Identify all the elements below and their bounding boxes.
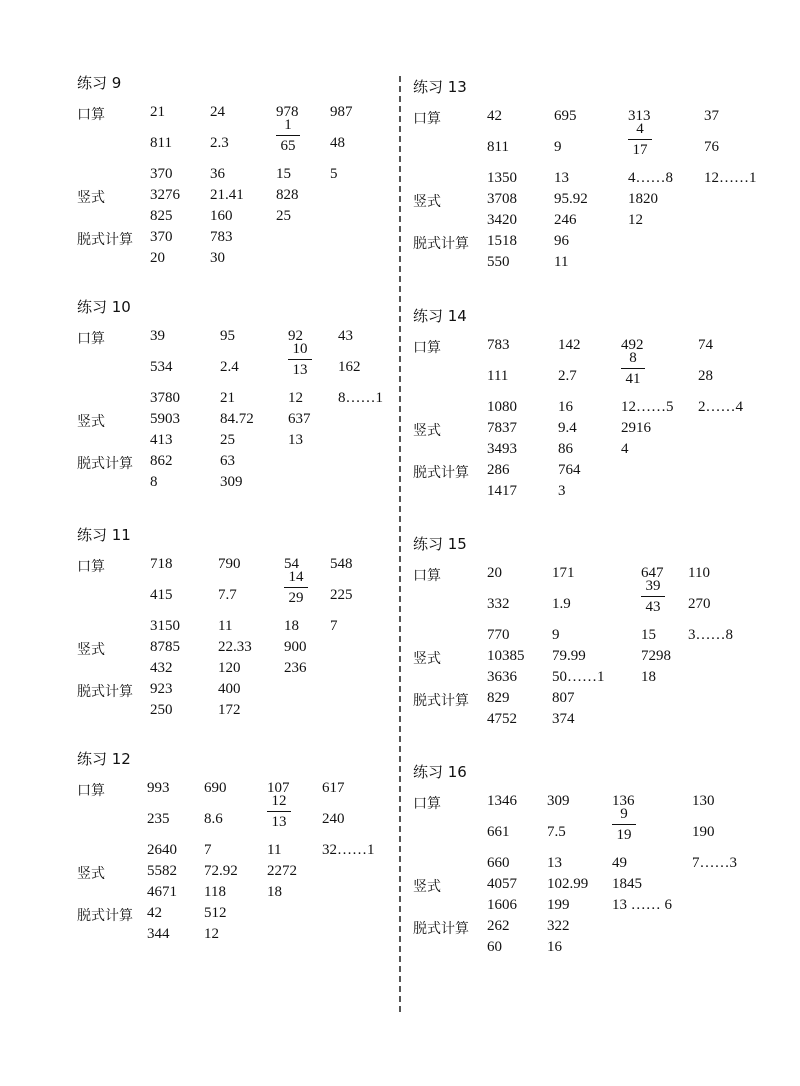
vertical-answer: 86 <box>558 441 573 457</box>
stepwise-answer: 172 <box>218 702 241 718</box>
oral-answer: 3……8 <box>688 627 733 643</box>
oral-answer: 492 <box>621 337 644 353</box>
vertical-answer: 4 <box>621 441 629 457</box>
oral-label: 口算 <box>77 783 105 799</box>
vertical-answer: 21.41 <box>210 187 244 203</box>
stepwise-answer: 309 <box>220 474 243 490</box>
oral-answer: 11 <box>267 842 282 858</box>
stepwise-answer: 16 <box>547 939 562 955</box>
oral-answer: 24 <box>210 104 225 120</box>
oral-answer: 18 <box>284 618 299 634</box>
oral-label: 口算 <box>77 107 105 123</box>
fraction-bar <box>612 824 636 825</box>
oral-answer: 130 <box>692 793 715 809</box>
oral-answer: 107 <box>267 780 290 796</box>
stepwise-answer: 550 <box>487 254 510 270</box>
vertical-answer: 246 <box>554 212 577 228</box>
section-title: 练习 9 <box>77 74 122 92</box>
fraction-bar <box>621 368 645 369</box>
oral-answer: 39 <box>150 328 165 344</box>
fraction-denominator: 19 <box>616 827 632 843</box>
oral-answer: 95 <box>220 328 235 344</box>
stepwise-answer: 1417 <box>487 483 517 499</box>
oral-answer: 661 <box>487 824 510 840</box>
oral-answer: 790 <box>218 556 241 572</box>
right-column <box>400 0 800 1086</box>
vertical-answer: 13 <box>288 432 303 448</box>
oral-answer: 74 <box>698 337 713 353</box>
oral-answer: 1080 <box>487 399 517 415</box>
oral-answer: 270 <box>688 596 711 612</box>
stepwise-answer: 3 <box>558 483 566 499</box>
oral-answer: 1346 <box>487 793 517 809</box>
vertical-label: 竖式 <box>413 194 441 210</box>
fraction-bar <box>288 359 312 360</box>
oral-answer: 309 <box>547 793 570 809</box>
section-title: 练习 10 <box>77 298 131 316</box>
fraction-numerator: 9 <box>620 806 628 822</box>
vertical-answer: 25 <box>276 208 291 224</box>
fraction-numerator: 12 <box>271 793 287 809</box>
oral-answer: 647 <box>641 565 664 581</box>
vertical-answer: 432 <box>150 660 173 676</box>
oral-answer: 110 <box>688 565 710 581</box>
vertical-answer: 8785 <box>150 639 180 655</box>
stepwise-answer: 370 <box>150 229 173 245</box>
fraction-bar <box>284 587 308 588</box>
stepwise-answer: 63 <box>220 453 235 469</box>
stepwise-answer: 262 <box>487 918 510 934</box>
stepwise-answer: 286 <box>487 462 510 478</box>
oral-answer: 370 <box>150 166 173 182</box>
fraction-denominator: 13 <box>292 362 308 378</box>
oral-answer: 783 <box>487 337 510 353</box>
oral-answer: 3150 <box>150 618 180 634</box>
stepwise-answer: 60 <box>487 939 502 955</box>
exercise-section <box>400 76 800 306</box>
oral-answer: 9 <box>554 139 562 155</box>
fraction-bar <box>267 811 291 812</box>
fraction-answer <box>641 577 681 616</box>
fraction-answer <box>284 568 324 607</box>
section-title: 练习 13 <box>413 78 467 96</box>
fraction-denominator: 13 <box>271 814 287 830</box>
oral-answer: 770 <box>487 627 510 643</box>
oral-answer: 7 <box>204 842 212 858</box>
oral-answer: 7 <box>330 618 338 634</box>
oral-answer: 695 <box>554 108 577 124</box>
oral-answer: 313 <box>628 108 651 124</box>
stepwise-answer: 96 <box>554 233 569 249</box>
oral-answer: 20 <box>487 565 502 581</box>
oral-label: 口算 <box>413 340 441 356</box>
vertical-answer: 2916 <box>621 420 651 436</box>
vertical-answer: 825 <box>150 208 173 224</box>
oral-answer: 111 <box>487 368 509 384</box>
stepwise-label: 脱式计算 <box>413 465 469 481</box>
oral-answer: 4……8 <box>628 170 673 186</box>
oral-answer: 811 <box>150 135 172 151</box>
vertical-answer: 9.4 <box>558 420 577 436</box>
vertical-answer: 4671 <box>147 884 177 900</box>
oral-label: 口算 <box>77 331 105 347</box>
stepwise-answer: 344 <box>147 926 170 942</box>
oral-answer: 13 <box>547 855 562 871</box>
vertical-answer: 50……1 <box>552 669 605 685</box>
stepwise-answer: 764 <box>558 462 581 478</box>
oral-answer: 190 <box>692 824 715 840</box>
vertical-answer: 1820 <box>628 191 658 207</box>
vertical-answer: 236 <box>284 660 307 676</box>
stepwise-label: 脱式计算 <box>77 456 133 472</box>
oral-answer: 534 <box>150 359 173 375</box>
vertical-answer: 3493 <box>487 441 517 457</box>
section-title: 练习 15 <box>413 535 467 553</box>
vertical-answer: 3708 <box>487 191 517 207</box>
vertical-answer: 5582 <box>147 863 177 879</box>
vertical-answer: 22.33 <box>218 639 252 655</box>
oral-answer: 36 <box>210 166 225 182</box>
oral-answer: 15 <box>641 627 656 643</box>
oral-answer: 987 <box>330 104 353 120</box>
oral-answer: 332 <box>487 596 510 612</box>
oral-answer: 993 <box>147 780 170 796</box>
oral-answer: 15 <box>276 166 291 182</box>
stepwise-answer: 4752 <box>487 711 517 727</box>
oral-answer: 660 <box>487 855 510 871</box>
oral-answer: 240 <box>322 811 345 827</box>
vertical-answer: 900 <box>284 639 307 655</box>
vertical-answer: 12 <box>628 212 643 228</box>
vertical-answer: 3276 <box>150 187 180 203</box>
stepwise-answer: 862 <box>150 453 173 469</box>
fraction-bar <box>276 135 300 136</box>
oral-answer: 7.7 <box>218 587 237 603</box>
vertical-answer: 18 <box>267 884 282 900</box>
fraction-numerator: 10 <box>292 341 308 357</box>
column-divider <box>399 76 401 1012</box>
oral-answer: 415 <box>150 587 173 603</box>
fraction-answer <box>621 349 661 388</box>
section-title: 练习 12 <box>77 750 131 768</box>
oral-answer: 7……3 <box>692 855 737 871</box>
stepwise-label: 脱式计算 <box>77 232 133 248</box>
vertical-answer: 3636 <box>487 669 517 685</box>
stepwise-answer: 400 <box>218 681 241 697</box>
vertical-answer: 7837 <box>487 420 517 436</box>
oral-answer: 171 <box>552 565 575 581</box>
vertical-answer: 72.92 <box>204 863 238 879</box>
stepwise-answer: 42 <box>147 905 162 921</box>
oral-answer: 136 <box>612 793 635 809</box>
vertical-label: 竖式 <box>413 423 441 439</box>
oral-answer: 1350 <box>487 170 517 186</box>
fraction-answer <box>267 792 307 831</box>
exercise-section <box>0 72 400 302</box>
stepwise-answer: 12 <box>204 926 219 942</box>
vertical-answer: 120 <box>218 660 241 676</box>
oral-answer: 12……5 <box>621 399 674 415</box>
exercise-section <box>400 533 800 763</box>
fraction-answer <box>612 805 652 844</box>
fraction-answer <box>276 116 316 155</box>
oral-answer: 617 <box>322 780 345 796</box>
oral-answer: 11 <box>218 618 233 634</box>
vertical-label: 竖式 <box>77 866 105 882</box>
oral-answer: 142 <box>558 337 581 353</box>
vertical-label: 竖式 <box>413 651 441 667</box>
oral-answer: 48 <box>330 135 345 151</box>
fraction-answer <box>628 120 668 159</box>
fraction-numerator: 39 <box>645 578 661 594</box>
oral-answer: 92 <box>288 328 303 344</box>
oral-answer: 7.5 <box>547 824 566 840</box>
stepwise-answer: 829 <box>487 690 510 706</box>
oral-answer: 718 <box>150 556 173 572</box>
vertical-answer: 84.72 <box>220 411 254 427</box>
oral-answer: 37 <box>704 108 719 124</box>
oral-answer: 811 <box>487 139 509 155</box>
vertical-answer: 1845 <box>612 876 642 892</box>
vertical-label: 竖式 <box>77 190 105 206</box>
oral-answer: 12 <box>288 390 303 406</box>
oral-answer: 162 <box>338 359 361 375</box>
oral-answer: 16 <box>558 399 573 415</box>
oral-label: 口算 <box>413 568 441 584</box>
stepwise-answer: 374 <box>552 711 575 727</box>
oral-answer: 2……4 <box>698 399 743 415</box>
exercise-section <box>0 748 400 978</box>
vertical-answer: 102.99 <box>547 876 589 892</box>
oral-answer: 42 <box>487 108 502 124</box>
vertical-answer: 10385 <box>487 648 525 664</box>
oral-answer: 978 <box>276 104 299 120</box>
fraction-bar <box>628 139 652 140</box>
vertical-label: 竖式 <box>413 879 441 895</box>
section-title: 练习 11 <box>77 526 131 544</box>
oral-answer: 12……1 <box>704 170 757 186</box>
vertical-label: 竖式 <box>77 642 105 658</box>
stepwise-answer: 8 <box>150 474 158 490</box>
stepwise-label: 脱式计算 <box>77 908 133 924</box>
stepwise-label: 脱式计算 <box>77 684 133 700</box>
section-title: 练习 14 <box>413 307 467 325</box>
stepwise-answer: 512 <box>204 905 227 921</box>
oral-answer: 2.7 <box>558 368 577 384</box>
vertical-answer: 95.92 <box>554 191 588 207</box>
exercise-section <box>400 305 800 535</box>
oral-answer: 548 <box>330 556 353 572</box>
fraction-denominator: 17 <box>632 142 648 158</box>
oral-answer: 235 <box>147 811 170 827</box>
oral-answer: 49 <box>612 855 627 871</box>
vertical-answer: 828 <box>276 187 299 203</box>
oral-answer: 8.6 <box>204 811 223 827</box>
stepwise-answer: 783 <box>210 229 233 245</box>
vertical-answer: 160 <box>210 208 233 224</box>
fraction-denominator: 65 <box>280 138 296 154</box>
vertical-answer: 637 <box>288 411 311 427</box>
vertical-answer: 199 <box>547 897 570 913</box>
oral-answer: 2.4 <box>220 359 239 375</box>
section-title: 练习 16 <box>413 763 467 781</box>
vertical-answer: 3420 <box>487 212 517 228</box>
fraction-denominator: 29 <box>288 590 304 606</box>
stepwise-answer: 250 <box>150 702 173 718</box>
vertical-answer: 18 <box>641 669 656 685</box>
fraction-bar <box>641 596 665 597</box>
stepwise-answer: 807 <box>552 690 575 706</box>
vertical-answer: 79.99 <box>552 648 586 664</box>
fraction-answer <box>288 340 328 379</box>
oral-answer: 2640 <box>147 842 177 858</box>
oral-answer: 2.3 <box>210 135 229 151</box>
vertical-answer: 25 <box>220 432 235 448</box>
oral-answer: 8……1 <box>338 390 383 406</box>
oral-answer: 43 <box>338 328 353 344</box>
vertical-answer: 1606 <box>487 897 517 913</box>
stepwise-label: 脱式计算 <box>413 236 469 252</box>
fraction-numerator: 14 <box>288 569 304 585</box>
vertical-answer: 5903 <box>150 411 180 427</box>
fraction-numerator: 8 <box>629 350 637 366</box>
stepwise-answer: 20 <box>150 250 165 266</box>
oral-answer: 690 <box>204 780 227 796</box>
oral-answer: 32……1 <box>322 842 375 858</box>
oral-answer: 76 <box>704 139 719 155</box>
vertical-answer: 4057 <box>487 876 517 892</box>
oral-answer: 21 <box>220 390 235 406</box>
fraction-denominator: 41 <box>625 371 641 387</box>
stepwise-label: 脱式计算 <box>413 693 469 709</box>
stepwise-answer: 1518 <box>487 233 517 249</box>
oral-label: 口算 <box>413 796 441 812</box>
stepwise-answer: 30 <box>210 250 225 266</box>
oral-answer: 225 <box>330 587 353 603</box>
oral-answer: 54 <box>284 556 299 572</box>
oral-answer: 13 <box>554 170 569 186</box>
exercise-section <box>0 524 400 754</box>
vertical-answer: 13 …… 6 <box>612 897 672 913</box>
oral-answer: 21 <box>150 104 165 120</box>
stepwise-answer: 11 <box>554 254 569 270</box>
fraction-numerator: 4 <box>636 121 644 137</box>
fraction-numerator: 1 <box>284 117 292 133</box>
vertical-answer: 7298 <box>641 648 671 664</box>
vertical-answer: 118 <box>204 884 226 900</box>
oral-answer: 5 <box>330 166 338 182</box>
exercise-section <box>0 296 400 526</box>
oral-label: 口算 <box>413 111 441 127</box>
stepwise-label: 脱式计算 <box>413 921 469 937</box>
vertical-answer: 413 <box>150 432 173 448</box>
oral-answer: 1.9 <box>552 596 571 612</box>
oral-label: 口算 <box>77 559 105 575</box>
fraction-denominator: 43 <box>645 599 661 615</box>
oral-answer: 9 <box>552 627 560 643</box>
stepwise-answer: 923 <box>150 681 173 697</box>
exercise-section <box>400 761 800 991</box>
stepwise-answer: 322 <box>547 918 570 934</box>
vertical-label: 竖式 <box>77 414 105 430</box>
oral-answer: 3780 <box>150 390 180 406</box>
oral-answer: 28 <box>698 368 713 384</box>
vertical-answer: 2272 <box>267 863 297 879</box>
